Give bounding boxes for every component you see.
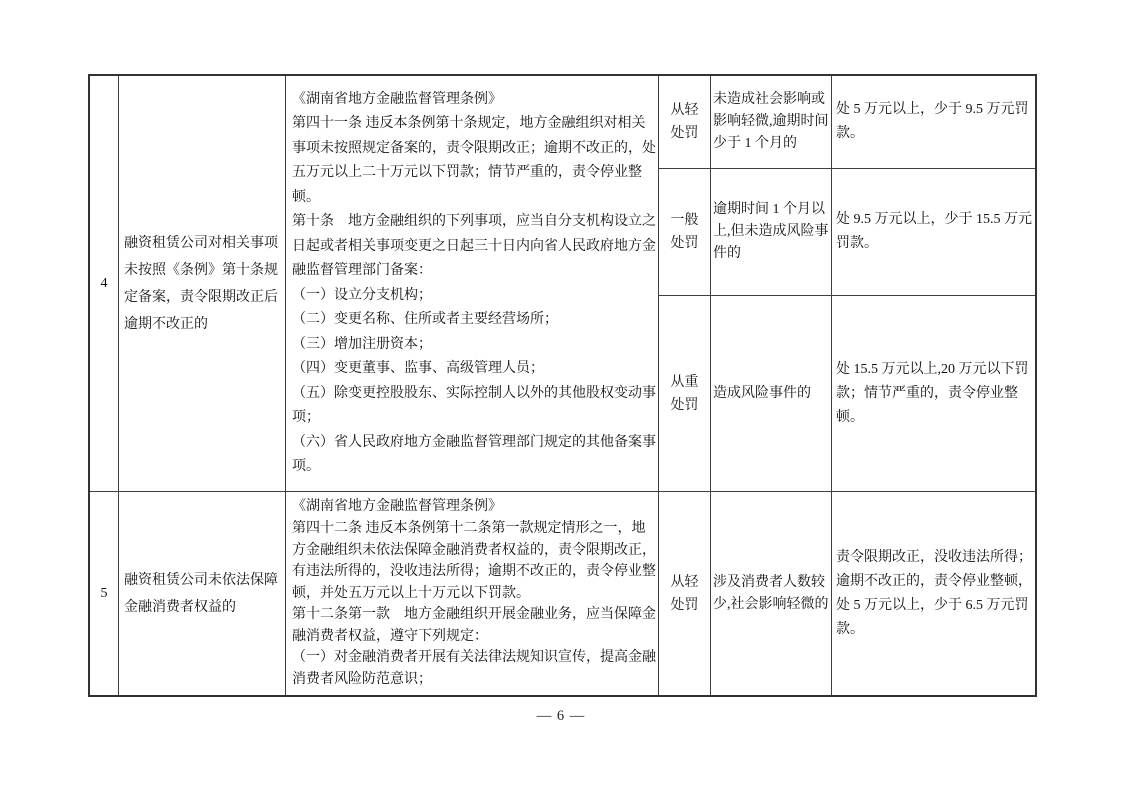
penalty-discretion-table: [88, 74, 1037, 697]
penalty-level-cell: [659, 76, 711, 169]
legal-basis-paragraph: （一）设立分支机构；: [292, 287, 432, 303]
penalty-level-label: 从轻处罚: [670, 103, 699, 141]
violation-text: 融资租赁公司对相关事项未按照《条例》第十条规定备案，责令限期改正后逾期不改正的: [124, 235, 278, 332]
circumstance-cell: [711, 169, 832, 296]
circumstance-text: 逾期时间 1 个月以上,但未造成风险事件的: [713, 202, 829, 261]
legal-basis-paragraph: （二）变更名称、住所或者主要经营场所；: [292, 312, 558, 327]
circumstance-text: 造成风险事件的: [713, 385, 811, 401]
penalty-level-cell: [659, 492, 711, 695]
row-number: 5: [100, 585, 108, 601]
circumstance-text: 涉及消费者人数较少,社会影响轻微的: [713, 574, 829, 612]
penalty-level-cell: [659, 296, 711, 492]
penalty-level-label: 一般处罚: [670, 213, 699, 251]
penalty-cell: [832, 492, 1035, 695]
row-number: 4: [100, 275, 108, 291]
legal-basis-paragraph: 第十条 地方金融组织的下列事项，应当自分支机构设立之日起或者相关事项变更之日起三十日内向省人民政府地方金融监督管理部门备案：: [292, 214, 656, 278]
legal-basis-paragraph: 《湖南省地方金融监督管理条例》: [292, 91, 502, 107]
penalty-text: 处 15.5 万元以上,20 万元以下罚款；情节严重的，责令停业整顿。: [836, 361, 1029, 425]
legal-basis-paragraph: （一）对金融消费者开展有关法律法规知识宣传，提高金融消费者风险防范意识；: [292, 650, 656, 688]
circumstance-text: 未造成社会影响或影响轻微,逾期时间少于 1 个月的: [713, 92, 829, 151]
legal-basis-cell: [286, 492, 659, 695]
legal-basis-paragraph: 《湖南省地方金融监督管理条例》: [292, 499, 502, 515]
row-number-cell: [90, 76, 119, 492]
page-number: — 6 —: [536, 708, 586, 724]
penalty-text: 处 5 万元以上，少于 9.5 万元罚款。: [836, 102, 1029, 141]
penalty-text: 处 9.5 万元以上，少于 15.5 万元罚款。: [836, 212, 1032, 251]
violation-text: 融资租赁公司未依法保障金融消费者权益的: [124, 572, 278, 615]
penalty-text: 责令限期改正，没收违法所得；逾期不改正的，责令停业整顿，处 5 万元以上，少于 6.5 万元罚款。: [836, 549, 1032, 637]
penalty-cell: [832, 76, 1035, 169]
violation-cell: [119, 492, 286, 695]
legal-basis-paragraph: 第四十一条 违反本条例第十条规定，地方金融组织对相关事项未按照规定备案的，责令限期改正；逾期不改正的，处五万元以上二十万元以下罚款；情节严重的，责令停业整顿。: [292, 116, 656, 205]
violation-cell: [119, 76, 286, 492]
legal-basis-paragraph: （五）除变更控股股东、实际控制人以外的其他股权变动事项；: [292, 385, 656, 425]
circumstance-cell: [711, 76, 832, 169]
circumstance-cell: [711, 492, 832, 695]
circumstance-cell: [711, 296, 832, 492]
penalty-level-label: 从轻处罚: [670, 574, 699, 613]
legal-basis-paragraph: 第十二条第一款 地方金融组织开展金融业务，应当保障金融消费者权益，遵守下列规定：: [292, 607, 656, 644]
legal-basis-paragraph: （六）省人民政府地方金融监督管理部门规定的其他备案事项。: [292, 434, 656, 474]
legal-basis-cell: [286, 76, 659, 492]
penalty-cell: [832, 169, 1035, 296]
penalty-level-cell: [659, 169, 711, 296]
row-number-cell: [90, 492, 119, 695]
legal-basis-paragraph: （三）增加注册资本；: [292, 336, 432, 352]
legal-basis-paragraph: （四）变更董事、监事、高级管理人员；: [292, 361, 544, 376]
legal-basis-paragraph: 第四十二条 违反本条例第十二条第一款规定情形之一，地方金融组织未依法保障金融消费者权益的，责令限期改正，有违法所得的，没收违法所得；逾期不改正的，责令停业整顿，并处五万元以上十万元以下罚款。: [292, 520, 656, 601]
penalty-level-label: 从重处罚: [670, 374, 699, 413]
penalty-cell: [832, 296, 1035, 492]
